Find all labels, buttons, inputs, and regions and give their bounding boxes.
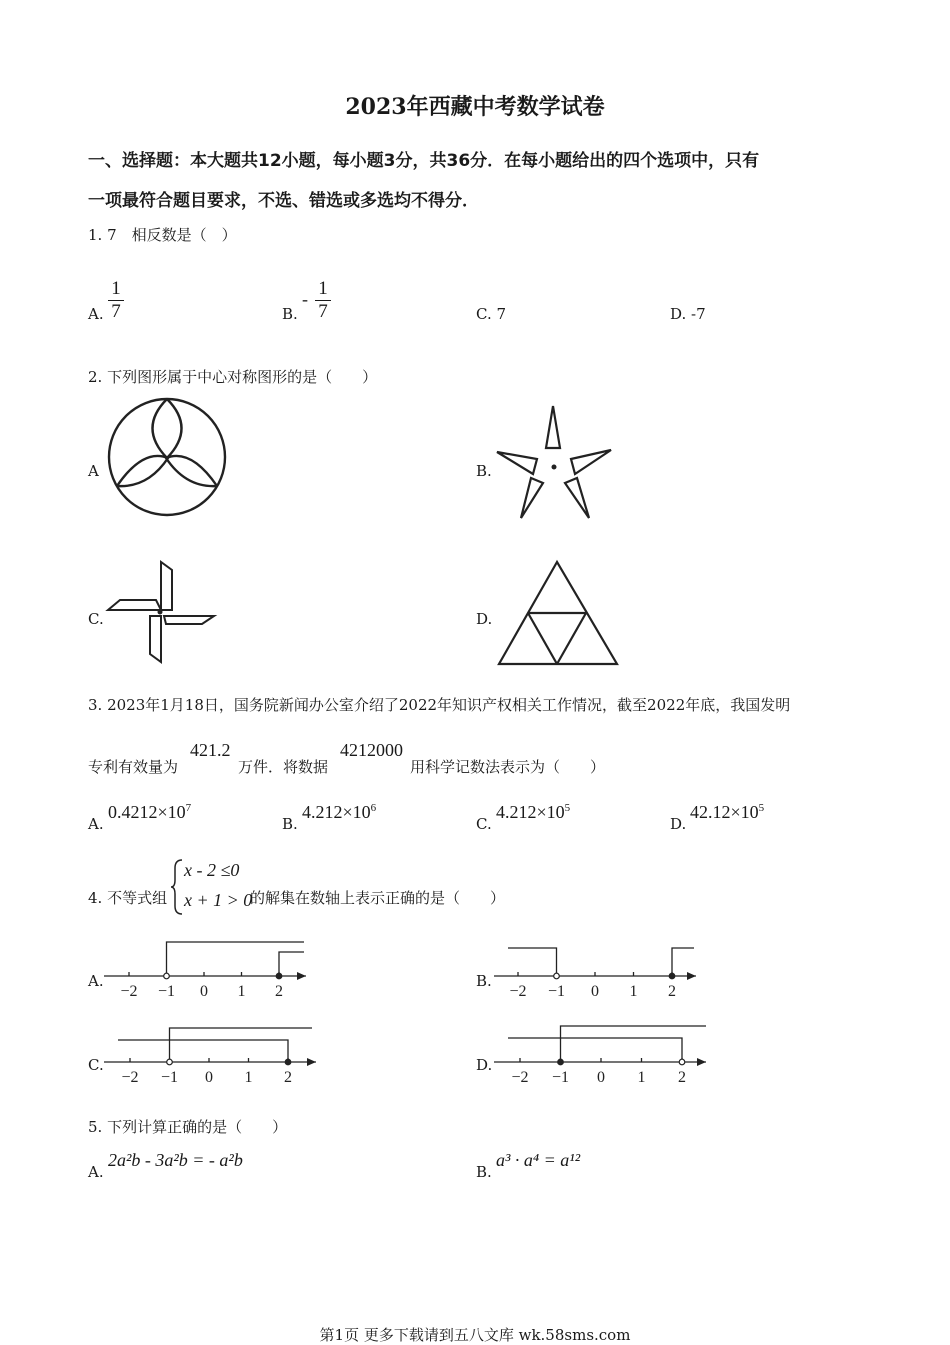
q3-c-label: C.: [476, 815, 492, 833]
open-point: [554, 973, 560, 979]
q2-c-pinwheel-figure: [106, 558, 216, 668]
q4-brace: [170, 858, 184, 916]
axis-arrow: [297, 972, 306, 980]
solution-ray: [561, 1026, 707, 1062]
q5-stem: 5. 下列计算正确的是（ ）: [88, 1118, 288, 1136]
q1-c-option: C. 7: [476, 305, 507, 323]
tick-label: −2: [509, 983, 527, 1000]
q4-b-label: B.: [476, 972, 492, 990]
q2-stem: 2. 下列图形属于中心对称图形的是（ ）: [88, 368, 378, 386]
q4-a-number-line: [104, 938, 314, 1000]
section-heading-line2: 一项最符合题目要求，不选、错选或多选均不得分．: [88, 191, 479, 211]
solution-ray: [118, 1040, 288, 1062]
q1-b-numerator: 1: [318, 278, 328, 299]
q3-prefix: 专利有效量为: [88, 758, 179, 776]
q1-b-sign: -: [302, 289, 308, 309]
closed-point: [285, 1059, 291, 1065]
axis-arrow: [687, 972, 696, 980]
solution-ray: [508, 948, 557, 976]
open-point: [164, 973, 170, 979]
q4-d-label: D.: [476, 1056, 493, 1074]
solution-ray: [508, 1038, 682, 1062]
q1-a-fraction: [108, 278, 124, 323]
q3-d-exponent: 5: [758, 802, 765, 814]
closed-point: [669, 973, 675, 979]
q1-a-label: A.: [88, 305, 104, 323]
q1-b-label: B.: [282, 305, 298, 323]
q3-b-label: B.: [282, 815, 298, 833]
q3-c-exponent: 5: [564, 802, 571, 814]
solution-ray: [167, 942, 305, 976]
axis-arrow: [697, 1058, 706, 1066]
closed-point: [276, 973, 282, 979]
axis-arrow: [307, 1058, 316, 1066]
q3-stem-line1: 3. 2023年1月18日，国务院新闻办公室介绍了2022年知识产权相关工作情况，截至2022年底，我国发明: [88, 696, 791, 714]
tick-label: −1: [160, 1069, 179, 1086]
q1-b-fraction: [315, 278, 331, 323]
q4-prefix: 4. 不等式组: [88, 889, 168, 907]
tick-label: 1: [237, 983, 246, 1000]
q3-suffix: 用科学记数法表示为（ ）: [410, 758, 606, 776]
open-point: [679, 1059, 685, 1065]
q1-a-denominator: 7: [111, 301, 121, 322]
q2-b-label: B.: [476, 462, 492, 480]
q4-d-number-line: [494, 1022, 712, 1084]
q5-a-expression: 2a²b - 3a²b = - a²b: [108, 1150, 243, 1170]
q2-d-triangle-figure: [497, 560, 619, 666]
tick-label: 0: [591, 983, 599, 1000]
q3-a-expression: [108, 802, 191, 823]
tick-label: 2: [678, 1069, 686, 1086]
q3-d-label: D.: [670, 815, 687, 833]
q2-b-star-figure: [495, 404, 613, 520]
open-point: [167, 1059, 173, 1065]
tick-label: −1: [551, 1069, 570, 1086]
q3-value1: 421.2: [190, 740, 231, 760]
tick-label: 2: [668, 983, 676, 1000]
q2-c-label: C.: [88, 610, 104, 628]
tick-label: −1: [547, 983, 566, 1000]
tick-label: −2: [121, 1069, 139, 1086]
q3-a-label: A.: [88, 815, 104, 833]
tick-label: −2: [120, 983, 138, 1000]
q2-a-circle-figure: [108, 398, 228, 518]
q1-stem: 1. 7 相反数是（ ）: [88, 226, 237, 244]
closed-point: [558, 1059, 564, 1065]
q4-b-number-line: [494, 938, 704, 1000]
tick-label: 0: [597, 1069, 605, 1086]
q3-a-coefficient: 0.4212: [108, 802, 158, 822]
tick-label: 1: [629, 983, 638, 1000]
tick-label: 0: [205, 1069, 213, 1086]
tick-label: 1: [637, 1069, 646, 1086]
page-title: 2023年西藏中考数学试卷: [345, 94, 605, 120]
q3-d-base: ×10: [730, 802, 759, 822]
q3-b-coefficient: 4.212: [302, 802, 343, 822]
q5-b-expression: a³ · a⁴ = a¹²: [496, 1150, 581, 1170]
q3-mid: 万件．将数据: [238, 758, 329, 776]
q5-b-label: B.: [476, 1163, 492, 1181]
q3-value2: 4212000: [340, 740, 403, 760]
q4-c-number-line: [104, 1022, 322, 1084]
q3-a-base: ×10: [157, 802, 186, 822]
q3-a-exponent: 7: [185, 802, 192, 814]
q3-d-expression: [690, 802, 764, 823]
q3-b-base: ×10: [342, 802, 371, 822]
solution-ray: [170, 1028, 313, 1062]
q2-a-label: A: [88, 462, 99, 480]
page-footer: 第1页 更多下载请到五八文库 wk.58sms.com: [319, 1326, 631, 1344]
q4-a-label: A.: [88, 972, 104, 990]
q3-c-base: ×10: [536, 802, 565, 822]
solution-ray: [279, 952, 304, 976]
q1-d-option: D. -7: [670, 305, 706, 323]
tick-label: −1: [157, 983, 176, 1000]
q1-a-numerator: 1: [111, 278, 121, 299]
q3-c-expression: [496, 802, 570, 823]
q3-b-expression: [302, 802, 376, 823]
tick-label: 2: [275, 983, 283, 1000]
q3-d-coefficient: 42.12: [690, 802, 731, 822]
tick-label: 0: [200, 983, 208, 1000]
q3-b-exponent: 6: [370, 802, 377, 814]
tick-label: 1: [244, 1069, 253, 1086]
q4-c-label: C.: [88, 1056, 104, 1074]
tick-label: 2: [284, 1069, 292, 1086]
q3-c-coefficient: 4.212: [496, 802, 537, 822]
q5-a-label: A.: [88, 1163, 104, 1181]
q2-d-label: D.: [476, 610, 493, 628]
q4-inequality-2: x + 1 > 0: [184, 890, 253, 910]
q4-inequality-1: x - 2 ≤0: [184, 860, 240, 880]
solution-ray: [672, 948, 694, 976]
tick-label: −2: [511, 1069, 529, 1086]
q4-suffix: 的解集在数轴上表示正确的是（ ）: [250, 889, 506, 907]
q1-b-denominator: 7: [318, 301, 328, 322]
section-heading-line1: 一、选择题：本大题共12小题，每小题3分，共36分．在每小题给出的四个选项中，只有: [88, 151, 760, 171]
